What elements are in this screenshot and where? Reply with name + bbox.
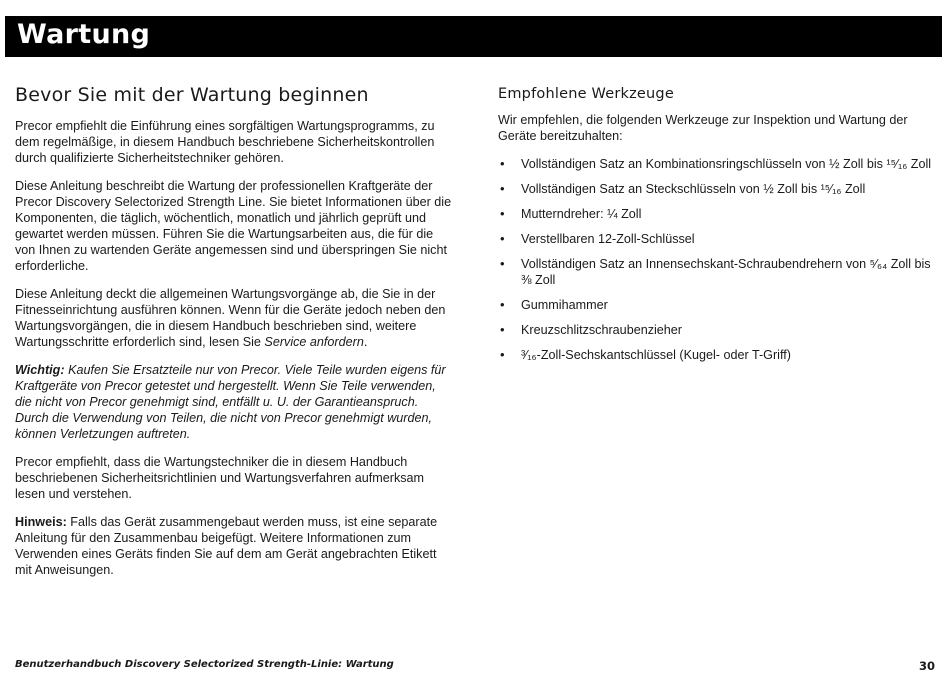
paragraph-3-end: . bbox=[363, 335, 368, 349]
hint-label: Hinweis: bbox=[15, 515, 67, 529]
important-label: Wichtig: bbox=[15, 363, 65, 377]
important-note bbox=[15, 362, 455, 442]
page-number: 30 bbox=[918, 659, 935, 673]
tools-heading: Empfohlene Werkzeuge bbox=[498, 86, 674, 102]
section-heading: Bevor Sie mit der Wartung beginnen bbox=[15, 84, 369, 106]
important-text: Kaufen Sie Ersatzteile nur von Precor. Viele Teile wurden eigens für Kraftgeräte von Precor getestet und hergestellt. Wenn Sie Teile verwenden, die nicht von Precor genehmigt sind, entfällt u. U. der Garantieanspruch. Durch die Verwendung von Teilen, die nicht von Precor genehmigt wurden, können Verletzungen auftreten. bbox=[15, 363, 446, 441]
list-item: • Vollständigen Satz an Innensechskant-Schraubendrehern von ⁵⁄₆₄ Zoll bis ⅜ Zoll bbox=[498, 256, 938, 288]
service-reference: Service anfordern bbox=[264, 335, 364, 349]
tools-intro: Wir empfehlen, die folgenden Werkzeuge zur Inspektion und Wartung der Geräte bereitzuhalten: bbox=[498, 113, 908, 143]
list-item: • Gummihammer bbox=[498, 297, 938, 313]
footer bbox=[15, 659, 935, 675]
right-column bbox=[498, 84, 938, 372]
left-column bbox=[15, 84, 455, 590]
footer-title: Benutzerhandbuch Discovery Selectorized Strength-Linie: Wartung bbox=[15, 659, 394, 670]
title-bar bbox=[5, 16, 942, 57]
paragraph-3 bbox=[15, 286, 455, 350]
tools-list bbox=[498, 156, 938, 363]
list-item: • Vollständigen Satz an Kombinationsringschlüsseln von ½ Zoll bis ¹⁵⁄₁₆ Zoll bbox=[498, 156, 938, 172]
hint-text: Falls das Gerät zusammengebaut werden muss, ist eine separate Anleitung für den Zusammenbau beigefügt. Weitere Informationen zum Verwenden eines Geräts finden Sie auf dem am Gerät angebrachten Etikett mit Anweisungen. bbox=[15, 515, 438, 577]
list-item: • Vollständigen Satz an Steckschlüsseln von ½ Zoll bis ¹⁵⁄₁₆ Zoll bbox=[498, 181, 938, 197]
hint-note bbox=[15, 514, 455, 578]
paragraph-1: Precor empfiehlt die Einführung eines sorgfältigen Wartungsprogramms, zu dem regelmäßige, in diesem Handbuch beschriebene Sicherheitskontrollen durch qualifizierte Sicherheitstechniker gehören. bbox=[15, 119, 435, 165]
list-item: • ³⁄₁₆-Zoll-Sechskantschlüssel (Kugel- oder T-Griff) bbox=[498, 347, 938, 363]
list-item: • Verstellbaren 12-Zoll-Schlüssel bbox=[498, 231, 938, 247]
list-item: • Mutterndreher: ¼ Zoll bbox=[498, 206, 938, 222]
paragraph-3-text: Diese Anleitung deckt die allgemeinen Wartungsvorgänge ab, die Sie in der Fitnesseinrichtung ausführen können. Wenn für die Geräte jedoch neben den Wartungsvorgängen, die in diesem Handbuch beschrieben sind, weitere Wartungsschritte erforderlich sind, lesen Sie bbox=[15, 287, 446, 349]
paragraph-2: Diese Anleitung beschreibt die Wartung der professionellen Kraftgeräte der Precor Discovery Selectorized Strength Line. Sie bietet Informationen über die Komponenten, die täglich, wöchentlich, monatlich und jährlich geprüft und gewartet werden müssen. Führen Sie die Wartungsarbeiten aus, die für die von Ihnen zu wartenden Geräte angemessen sind und überspringen Sie nicht erforderliche. bbox=[15, 179, 452, 273]
page-title: Wartung bbox=[17, 19, 151, 50]
paragraph-5: Precor empfiehlt, dass die Wartungstechniker die in diesem Handbuch beschriebenen Sicherheitsrichtlinien und Wartungsverfahren aufmerksam lesen und verstehen. bbox=[15, 455, 425, 501]
list-item: • Kreuzschlitzschraubenzieher bbox=[498, 322, 938, 338]
